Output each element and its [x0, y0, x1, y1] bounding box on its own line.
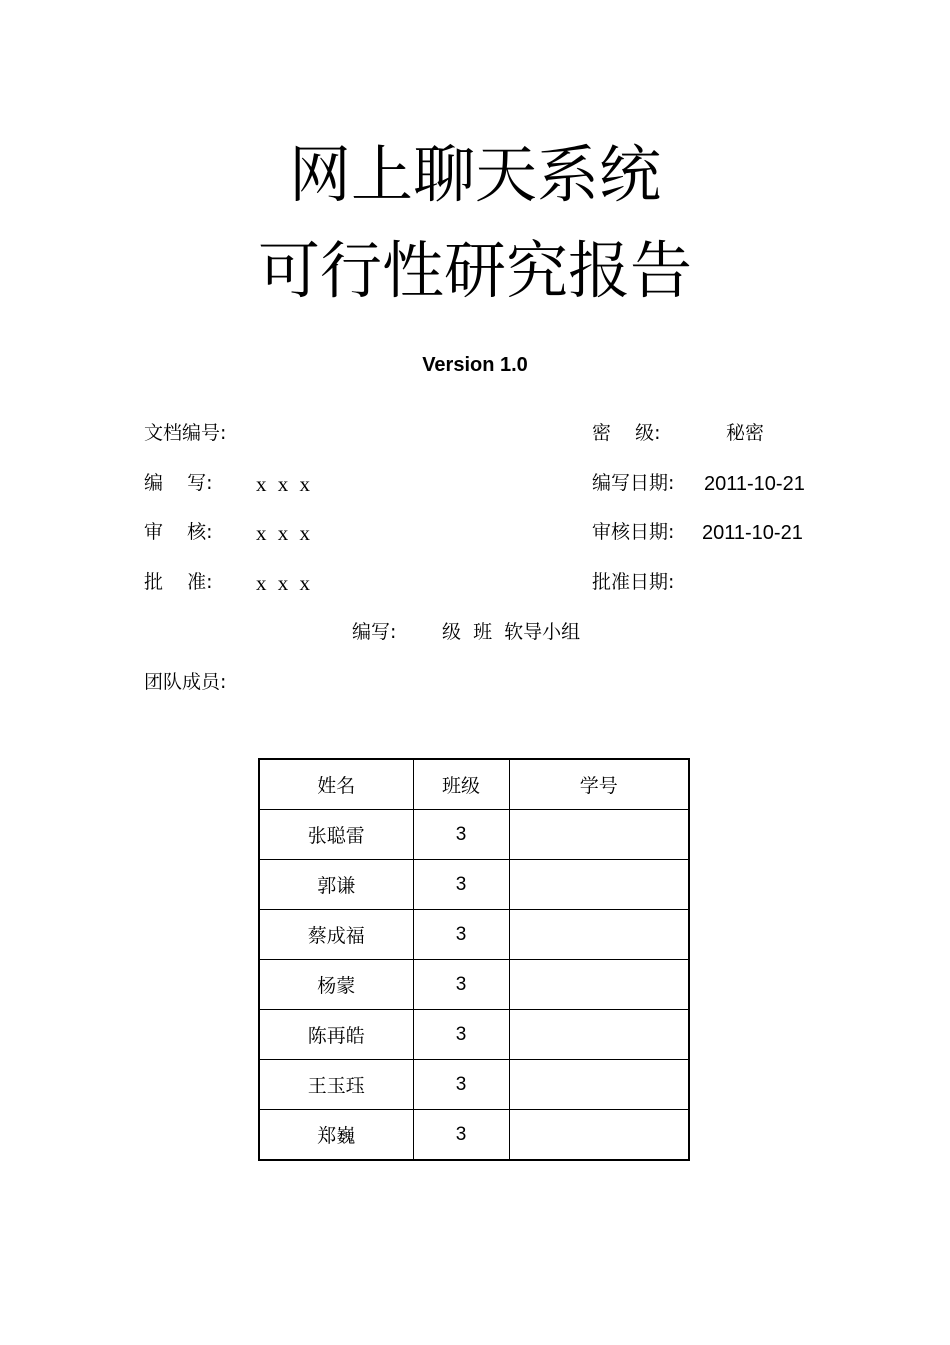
approve-date-label: 批准日期: — [592, 571, 675, 593]
table-row — [259, 810, 689, 860]
cell-name: 张聪雷 — [259, 810, 413, 860]
header-name: 姓名 — [259, 759, 413, 810]
members-table — [258, 758, 690, 1161]
cell-name: 陈再皓 — [259, 1010, 413, 1060]
team-members-label: 团队成员: — [144, 671, 227, 693]
cell-student-id — [509, 960, 689, 1010]
cell-name: 蔡成福 — [259, 910, 413, 960]
table-row — [259, 1010, 689, 1060]
reviewer-value: x x x — [256, 521, 313, 545]
cell-student-id — [509, 910, 689, 960]
cell-class: 3 — [413, 1010, 509, 1060]
cell-student-id — [509, 1110, 689, 1161]
cell-class: 3 — [413, 860, 509, 910]
cell-name: 杨蒙 — [259, 960, 413, 1010]
writer-value: x x x — [256, 472, 313, 496]
cell-class: 3 — [413, 960, 509, 1010]
cell-class: 3 — [413, 1110, 509, 1161]
table-row — [259, 910, 689, 960]
review-date-value: 2011-10-21 — [702, 522, 803, 544]
review-date-label: 审核日期: — [592, 521, 675, 543]
cell-student-id — [509, 1010, 689, 1060]
cell-student-id — [509, 1060, 689, 1110]
doc-number-label: 文档编号: — [144, 422, 227, 444]
secret-level-label: 密 级: — [592, 422, 661, 444]
cell-student-id — [509, 810, 689, 860]
cell-class: 3 — [413, 1060, 509, 1110]
table-row — [259, 1060, 689, 1110]
cell-name: 王玉珏 — [259, 1060, 413, 1110]
reviewer-label: 审 核: — [144, 521, 213, 543]
writer-label: 编 写: — [144, 472, 213, 494]
cell-name: 郭谦 — [259, 860, 413, 910]
author-group-label: 编写: — [352, 621, 397, 643]
table-header-row — [259, 759, 689, 810]
approver-value: x x x — [256, 571, 313, 595]
doc-title-line2: 可行性研究报告 — [257, 234, 692, 307]
table-row — [259, 1110, 689, 1161]
write-date-value: 2011-10-21 — [704, 473, 805, 495]
cell-student-id — [509, 860, 689, 910]
cell-name: 郑巍 — [259, 1110, 413, 1161]
doc-version: Version 1.0 — [422, 354, 528, 376]
cell-class: 3 — [413, 810, 509, 860]
table-row — [259, 860, 689, 910]
doc-title-line1: 网上聊天系统 — [288, 138, 661, 211]
header-class: 班级 — [413, 759, 509, 810]
cell-class: 3 — [413, 910, 509, 960]
author-group-value: 级 班 软导小组 — [442, 621, 581, 643]
table-row — [259, 960, 689, 1010]
approver-label: 批 准: — [144, 571, 213, 593]
secret-level-value: 秘密 — [726, 422, 765, 444]
write-date-label: 编写日期: — [592, 472, 675, 494]
header-student-id: 学号 — [509, 759, 689, 810]
